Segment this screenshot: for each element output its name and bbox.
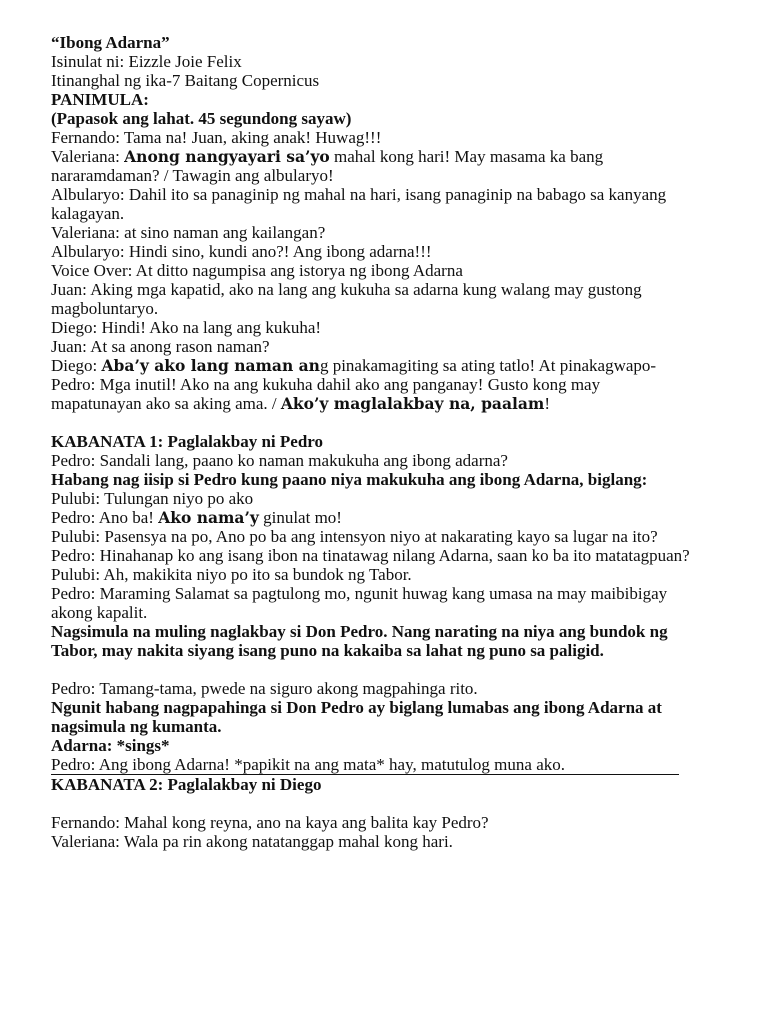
- narration-line: Nagsimula na muling naglakbay si Don Pedro. Nang narating na niya ang bundok ng Tabor, may nakita siyang isang puno na kakaiba sa lahat ng puno sa paligid.: [51, 622, 668, 660]
- kabanata2-heading: KABANATA 2: Paglalakbay ni Diego: [51, 775, 322, 794]
- blank-line: [51, 413, 691, 432]
- panimula-heading: PANIMULA:: [51, 90, 149, 109]
- speaker-label: Diego:: [51, 356, 102, 375]
- emphasis-text: Ako nama’y: [158, 508, 259, 527]
- emphasis-text: Ako’y maglalakbay na, paalam: [280, 394, 545, 413]
- stage-direction: (Papasok ang lahat. 45 segundong sayaw): [51, 109, 352, 128]
- author-line: Isinulat ni: Eizzle Joie Felix: [51, 52, 242, 71]
- emphasis-text: Aba’y ako lang naman an: [101, 356, 320, 375]
- sound-cue: Adarna: *sings*: [51, 736, 170, 755]
- dialogue-line: Pedro: Tamang-tama, pwede na siguro akong magpahinga rito.: [51, 679, 478, 698]
- dialogue-line: [51, 508, 691, 527]
- blank-line: [51, 794, 691, 813]
- dialogue-line: Juan: At sa anong rason naman?: [51, 337, 270, 356]
- dialogue-line: Pedro: Maraming Salamat sa pagtulong mo, ngunit huwag kang umasa na may maibibigay akong kapalit.: [51, 584, 668, 622]
- dialogue-line: Pulubi: Tulungan niyo po ako: [51, 489, 254, 508]
- dialogue-line: Valeriana: at sino naman ang kailangan?: [51, 223, 326, 242]
- dialogue-line: Fernando: Tama na! Juan, aking anak! Huwag!!!: [51, 128, 382, 147]
- dialogue-line: Valeriana: Wala pa rin akong natatanggap mahal kong hari.: [51, 832, 453, 851]
- dialogue-line: Pulubi: Pasensya na po, Ano po ba ang intensyon niyo at nakarating kayo sa lugar na ito?: [51, 527, 658, 546]
- blank-line: [51, 660, 691, 679]
- dialogue-line: Pedro: Ang ibong Adarna! *papikit na ang mata* hay, matutulog muna ako.: [51, 755, 679, 775]
- dialogue-text: ginulat mo!: [258, 508, 342, 527]
- dialogue-line: Pedro: Sandali lang, paano ko naman makukuha ang ibong adarna?: [51, 451, 508, 470]
- dialogue-text: Pedro: Mga inutil! Ako na ang kukuha dahil ako ang panganay! Gusto kong may mapatunayan ako sa aking ama. /: [51, 375, 601, 413]
- dialogue-line: Albularyo: Dahil ito sa panaginip ng mahal na hari, isang panaginip na babago sa kanyang kalagayan.: [51, 185, 667, 223]
- dialogue-line: Pulubi: Ah, makikita niyo po ito sa bundok ng Tabor.: [51, 565, 412, 584]
- emphasis-text: Anong nangyayari sa’yo: [124, 147, 330, 166]
- dialogue-line: Voice Over: At ditto nagumpisa ang istorya ng ibong Adarna: [51, 261, 463, 280]
- dialogue-line: [51, 147, 691, 185]
- dialogue-line: Juan: Aking mga kapatid, ako na lang ang kukuha sa adarna kung walang may gustong magboluntaryo.: [51, 280, 642, 318]
- document-page: [51, 33, 691, 851]
- dialogue-text: mahal kong hari! May masama ka bang nararamdaman? / Tawagin ang albularyo!: [51, 147, 604, 185]
- dialogue-line: Pedro: Hinahanap ko ang isang ibon na tinatawag nilang Adarna, saan ko ba ito matatagpuan?: [51, 546, 690, 565]
- narration-line: Habang nag iisip si Pedro kung paano niya makukuha ang ibong Adarna, biglang:: [51, 470, 648, 489]
- kabanata1-heading: KABANATA 1: Paglalakbay ni Pedro: [51, 432, 324, 451]
- dialogue-text: g pinakamagiting sa ating tatlo! At pinakagwapo-: [319, 356, 657, 375]
- dialogue-line: Diego: Hindi! Ako na lang ang kukuha!: [51, 318, 322, 337]
- speaker-label: Valeriana:: [51, 147, 125, 166]
- dialogue-line: [51, 356, 691, 375]
- dialogue-line: Albularyo: Hindi sino, kundi ano?! Ang ibong adarna!!!: [51, 242, 432, 261]
- dialogue-line: [51, 375, 691, 413]
- play-title: “Ibong Adarna”: [51, 33, 170, 52]
- dialogue-text: !: [544, 394, 550, 413]
- dialogue-line: Fernando: Mahal kong reyna, ano na kaya ang balita kay Pedro?: [51, 813, 489, 832]
- dialogue-text: Pedro: Ano ba!: [51, 508, 159, 527]
- performed-by-line: Itinanghal ng ika-7 Baitang Copernicus: [51, 71, 320, 90]
- narration-line: Ngunit habang nagpapahinga si Don Pedro ay biglang lumabas ang ibong Adarna at nagsimula ng kumanta.: [51, 698, 662, 736]
